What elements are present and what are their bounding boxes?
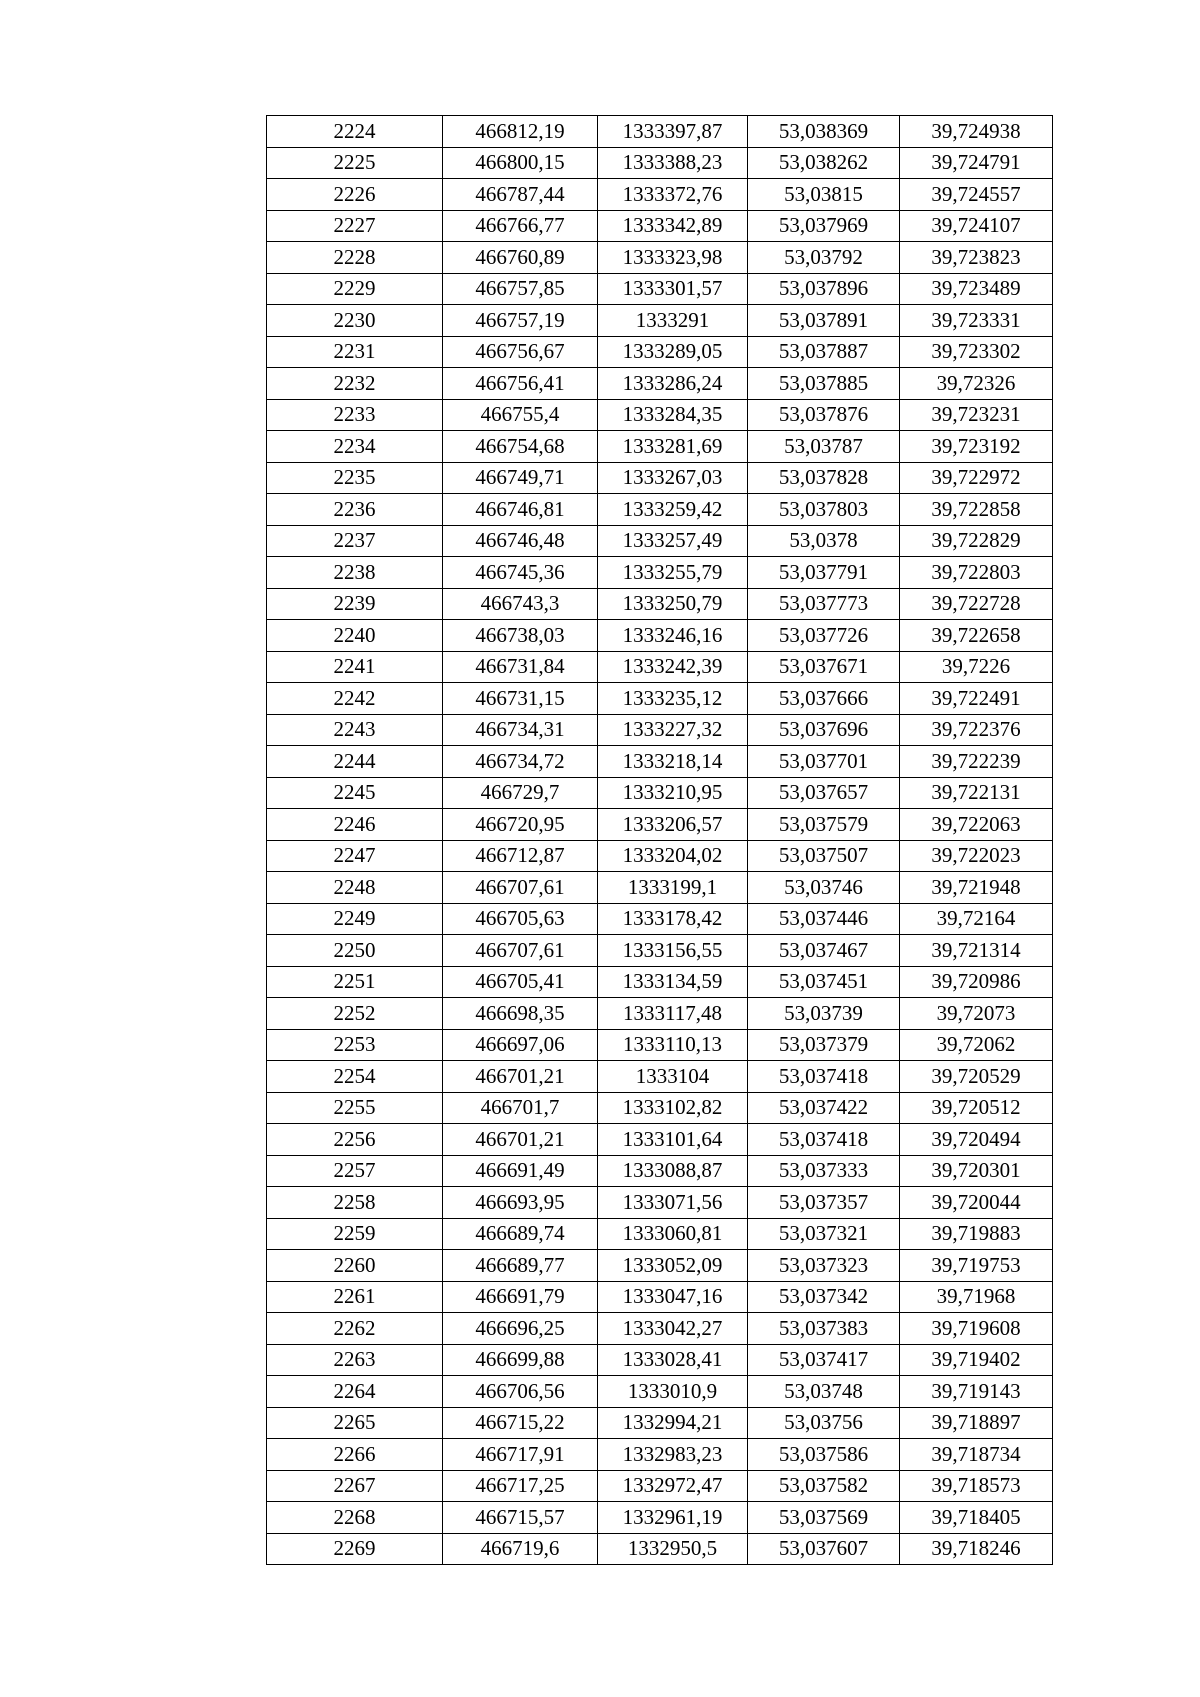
point-number-cell: 2234 [267,431,443,463]
point-number-cell: 2243 [267,714,443,746]
point-number-cell: 2237 [267,525,443,557]
latitude-cell: 53,037323 [748,1250,900,1282]
x-coordinate-cell: 466800,15 [443,147,598,179]
longitude-cell: 39,723302 [900,336,1053,368]
x-coordinate-cell: 466706,56 [443,1376,598,1408]
y-coordinate-cell: 1333259,42 [598,494,748,526]
x-coordinate-cell: 466734,31 [443,714,598,746]
table-row [267,1029,1053,1061]
longitude-cell: 39,72326 [900,368,1053,400]
table-row [267,1407,1053,1439]
point-number-cell: 2252 [267,998,443,1030]
x-coordinate-cell: 466757,19 [443,305,598,337]
table-row [267,1155,1053,1187]
latitude-cell: 53,037467 [748,935,900,967]
y-coordinate-cell: 1332994,21 [598,1407,748,1439]
longitude-cell: 39,718405 [900,1502,1053,1534]
latitude-cell: 53,037828 [748,462,900,494]
point-number-cell: 2240 [267,620,443,652]
x-coordinate-cell: 466701,7 [443,1092,598,1124]
longitude-cell: 39,72164 [900,903,1053,935]
table-row [267,1124,1053,1156]
point-number-cell: 2254 [267,1061,443,1093]
latitude-cell: 53,037422 [748,1092,900,1124]
longitude-cell: 39,719608 [900,1313,1053,1345]
longitude-cell: 39,724938 [900,116,1053,148]
latitude-cell: 53,037803 [748,494,900,526]
y-coordinate-cell: 1333235,12 [598,683,748,715]
y-coordinate-cell: 1333117,48 [598,998,748,1030]
y-coordinate-cell: 1333218,14 [598,746,748,778]
table-row [267,147,1053,179]
table-row [267,588,1053,620]
x-coordinate-cell: 466691,49 [443,1155,598,1187]
y-coordinate-cell: 1333250,79 [598,588,748,620]
longitude-cell: 39,722063 [900,809,1053,841]
latitude-cell: 53,037969 [748,210,900,242]
x-coordinate-cell: 466729,7 [443,777,598,809]
point-number-cell: 2257 [267,1155,443,1187]
point-number-cell: 2267 [267,1470,443,1502]
table-row [267,242,1053,274]
latitude-cell: 53,038262 [748,147,900,179]
point-number-cell: 2260 [267,1250,443,1282]
longitude-cell: 39,718897 [900,1407,1053,1439]
longitude-cell: 39,722728 [900,588,1053,620]
y-coordinate-cell: 1333246,16 [598,620,748,652]
latitude-cell: 53,03787 [748,431,900,463]
latitude-cell: 53,03748 [748,1376,900,1408]
y-coordinate-cell: 1333267,03 [598,462,748,494]
table-row [267,746,1053,778]
x-coordinate-cell: 466720,95 [443,809,598,841]
table-row [267,1533,1053,1565]
longitude-cell: 39,720044 [900,1187,1053,1219]
table-row [267,872,1053,904]
point-number-cell: 2255 [267,1092,443,1124]
latitude-cell: 53,03792 [748,242,900,274]
y-coordinate-cell: 1333047,16 [598,1281,748,1313]
x-coordinate-cell: 466756,41 [443,368,598,400]
table-row [267,273,1053,305]
point-number-cell: 2259 [267,1218,443,1250]
point-number-cell: 2251 [267,966,443,998]
longitude-cell: 39,722239 [900,746,1053,778]
point-number-cell: 2230 [267,305,443,337]
longitude-cell: 39,718246 [900,1533,1053,1565]
point-number-cell: 2235 [267,462,443,494]
latitude-cell: 53,037791 [748,557,900,589]
table-row [267,683,1053,715]
latitude-cell: 53,03746 [748,872,900,904]
x-coordinate-cell: 466756,67 [443,336,598,368]
latitude-cell: 53,037383 [748,1313,900,1345]
table-row [267,494,1053,526]
y-coordinate-cell: 1332983,23 [598,1439,748,1471]
x-coordinate-cell: 466760,89 [443,242,598,274]
x-coordinate-cell: 466715,22 [443,1407,598,1439]
coordinate-table-body [267,116,1053,1565]
point-number-cell: 2263 [267,1344,443,1376]
longitude-cell: 39,718573 [900,1470,1053,1502]
point-number-cell: 2269 [267,1533,443,1565]
longitude-cell: 39,724791 [900,147,1053,179]
y-coordinate-cell: 1333110,13 [598,1029,748,1061]
latitude-cell: 53,037657 [748,777,900,809]
x-coordinate-cell: 466705,63 [443,903,598,935]
point-number-cell: 2258 [267,1187,443,1219]
y-coordinate-cell: 1333257,49 [598,525,748,557]
y-coordinate-cell: 1333286,24 [598,368,748,400]
latitude-cell: 53,037507 [748,840,900,872]
x-coordinate-cell: 466689,77 [443,1250,598,1282]
x-coordinate-cell: 466766,77 [443,210,598,242]
x-coordinate-cell: 466746,48 [443,525,598,557]
latitude-cell: 53,037446 [748,903,900,935]
point-number-cell: 2264 [267,1376,443,1408]
latitude-cell: 53,037579 [748,809,900,841]
y-coordinate-cell: 1333052,09 [598,1250,748,1282]
x-coordinate-cell: 466698,35 [443,998,598,1030]
table-row [267,1344,1053,1376]
x-coordinate-cell: 466696,25 [443,1313,598,1345]
latitude-cell: 53,037418 [748,1061,900,1093]
longitude-cell: 39,722972 [900,462,1053,494]
longitude-cell: 39,722803 [900,557,1053,589]
longitude-cell: 39,720494 [900,1124,1053,1156]
longitude-cell: 39,721948 [900,872,1053,904]
latitude-cell: 53,03815 [748,179,900,211]
longitude-cell: 39,722376 [900,714,1053,746]
latitude-cell: 53,037891 [748,305,900,337]
longitude-cell: 39,72073 [900,998,1053,1030]
latitude-cell: 53,038369 [748,116,900,148]
y-coordinate-cell: 1333255,79 [598,557,748,589]
latitude-cell: 53,037417 [748,1344,900,1376]
longitude-cell: 39,720986 [900,966,1053,998]
y-coordinate-cell: 1333291 [598,305,748,337]
latitude-cell: 53,0378 [748,525,900,557]
longitude-cell: 39,722829 [900,525,1053,557]
longitude-cell: 39,723489 [900,273,1053,305]
table-row [267,1250,1053,1282]
point-number-cell: 2253 [267,1029,443,1061]
x-coordinate-cell: 466734,72 [443,746,598,778]
x-coordinate-cell: 466699,88 [443,1344,598,1376]
longitude-cell: 39,723331 [900,305,1053,337]
point-number-cell: 2233 [267,399,443,431]
latitude-cell: 53,037607 [748,1533,900,1565]
table-row [267,557,1053,589]
y-coordinate-cell: 1333388,23 [598,147,748,179]
table-row [267,1439,1053,1471]
longitude-cell: 39,723823 [900,242,1053,274]
table-row [267,525,1053,557]
latitude-cell: 53,037696 [748,714,900,746]
longitude-cell: 39,723231 [900,399,1053,431]
point-number-cell: 2265 [267,1407,443,1439]
latitude-cell: 53,037671 [748,651,900,683]
point-number-cell: 2239 [267,588,443,620]
y-coordinate-cell: 1333101,64 [598,1124,748,1156]
latitude-cell: 53,03739 [748,998,900,1030]
y-coordinate-cell: 1333342,89 [598,210,748,242]
latitude-cell: 53,037887 [748,336,900,368]
point-number-cell: 2226 [267,179,443,211]
latitude-cell: 53,037321 [748,1218,900,1250]
longitude-cell: 39,720529 [900,1061,1053,1093]
latitude-cell: 53,037701 [748,746,900,778]
point-number-cell: 2242 [267,683,443,715]
table-row [267,116,1053,148]
latitude-cell: 53,037586 [748,1439,900,1471]
y-coordinate-cell: 1333289,05 [598,336,748,368]
longitude-cell: 39,718734 [900,1439,1053,1471]
longitude-cell: 39,720301 [900,1155,1053,1187]
longitude-cell: 39,71968 [900,1281,1053,1313]
x-coordinate-cell: 466749,71 [443,462,598,494]
table-row [267,998,1053,1030]
x-coordinate-cell: 466787,44 [443,179,598,211]
point-number-cell: 2232 [267,368,443,400]
y-coordinate-cell: 1333104 [598,1061,748,1093]
longitude-cell: 39,72062 [900,1029,1053,1061]
y-coordinate-cell: 1333156,55 [598,935,748,967]
x-coordinate-cell: 466731,84 [443,651,598,683]
latitude-cell: 53,037582 [748,1470,900,1502]
y-coordinate-cell: 1333284,35 [598,399,748,431]
y-coordinate-cell: 1333242,39 [598,651,748,683]
point-number-cell: 2266 [267,1439,443,1471]
y-coordinate-cell: 1333042,27 [598,1313,748,1345]
y-coordinate-cell: 1333210,95 [598,777,748,809]
x-coordinate-cell: 466757,85 [443,273,598,305]
latitude-cell: 53,037333 [748,1155,900,1187]
latitude-cell: 53,03756 [748,1407,900,1439]
table-row [267,620,1053,652]
point-number-cell: 2256 [267,1124,443,1156]
point-number-cell: 2231 [267,336,443,368]
table-row [267,840,1053,872]
latitude-cell: 53,037569 [748,1502,900,1534]
x-coordinate-cell: 466697,06 [443,1029,598,1061]
x-coordinate-cell: 466705,41 [443,966,598,998]
x-coordinate-cell: 466707,61 [443,935,598,967]
table-row [267,305,1053,337]
y-coordinate-cell: 1333204,02 [598,840,748,872]
latitude-cell: 53,037342 [748,1281,900,1313]
point-number-cell: 2268 [267,1502,443,1534]
table-row [267,651,1053,683]
y-coordinate-cell: 1332950,5 [598,1533,748,1565]
y-coordinate-cell: 1333088,87 [598,1155,748,1187]
x-coordinate-cell: 466712,87 [443,840,598,872]
y-coordinate-cell: 1333071,56 [598,1187,748,1219]
longitude-cell: 39,722858 [900,494,1053,526]
y-coordinate-cell: 1333301,57 [598,273,748,305]
x-coordinate-cell: 466701,21 [443,1061,598,1093]
latitude-cell: 53,037451 [748,966,900,998]
latitude-cell: 53,037885 [748,368,900,400]
longitude-cell: 39,719753 [900,1250,1053,1282]
point-number-cell: 2248 [267,872,443,904]
y-coordinate-cell: 1333199,1 [598,872,748,904]
x-coordinate-cell: 466738,03 [443,620,598,652]
point-number-cell: 2241 [267,651,443,683]
x-coordinate-cell: 466754,68 [443,431,598,463]
point-number-cell: 2224 [267,116,443,148]
latitude-cell: 53,037357 [748,1187,900,1219]
y-coordinate-cell: 1333178,42 [598,903,748,935]
point-number-cell: 2262 [267,1313,443,1345]
y-coordinate-cell: 1333102,82 [598,1092,748,1124]
longitude-cell: 39,721314 [900,935,1053,967]
latitude-cell: 53,037666 [748,683,900,715]
x-coordinate-cell: 466689,74 [443,1218,598,1250]
coordinate-table [266,115,1053,1565]
y-coordinate-cell: 1333281,69 [598,431,748,463]
table-row [267,368,1053,400]
table-row [267,903,1053,935]
y-coordinate-cell: 1333372,76 [598,179,748,211]
y-coordinate-cell: 1333227,32 [598,714,748,746]
latitude-cell: 53,037876 [748,399,900,431]
point-number-cell: 2236 [267,494,443,526]
table-row [267,1218,1053,1250]
y-coordinate-cell: 1333397,87 [598,116,748,148]
latitude-cell: 53,037773 [748,588,900,620]
y-coordinate-cell: 1332972,47 [598,1470,748,1502]
longitude-cell: 39,719143 [900,1376,1053,1408]
longitude-cell: 39,720512 [900,1092,1053,1124]
y-coordinate-cell: 1333206,57 [598,809,748,841]
point-number-cell: 2250 [267,935,443,967]
longitude-cell: 39,722658 [900,620,1053,652]
x-coordinate-cell: 466707,61 [443,872,598,904]
point-number-cell: 2249 [267,903,443,935]
y-coordinate-cell: 1333323,98 [598,242,748,274]
table-row [267,809,1053,841]
x-coordinate-cell: 466746,81 [443,494,598,526]
x-coordinate-cell: 466691,79 [443,1281,598,1313]
table-row [267,966,1053,998]
longitude-cell: 39,724107 [900,210,1053,242]
longitude-cell: 39,724557 [900,179,1053,211]
table-row [267,714,1053,746]
x-coordinate-cell: 466731,15 [443,683,598,715]
latitude-cell: 53,037418 [748,1124,900,1156]
table-row [267,431,1053,463]
table-row [267,210,1053,242]
y-coordinate-cell: 1333028,41 [598,1344,748,1376]
longitude-cell: 39,722023 [900,840,1053,872]
y-coordinate-cell: 1333134,59 [598,966,748,998]
table-row [267,1502,1053,1534]
x-coordinate-cell: 466745,36 [443,557,598,589]
x-coordinate-cell: 466719,6 [443,1533,598,1565]
point-number-cell: 2228 [267,242,443,274]
point-number-cell: 2245 [267,777,443,809]
table-row [267,399,1053,431]
point-number-cell: 2261 [267,1281,443,1313]
table-row [267,1313,1053,1345]
x-coordinate-cell: 466717,91 [443,1439,598,1471]
table-row [267,179,1053,211]
point-number-cell: 2246 [267,809,443,841]
x-coordinate-cell: 466755,4 [443,399,598,431]
table-row [267,1092,1053,1124]
table-row [267,1281,1053,1313]
table-row [267,1470,1053,1502]
table-row [267,1187,1053,1219]
y-coordinate-cell: 1333060,81 [598,1218,748,1250]
y-coordinate-cell: 1333010,9 [598,1376,748,1408]
point-number-cell: 2227 [267,210,443,242]
latitude-cell: 53,037726 [748,620,900,652]
point-number-cell: 2247 [267,840,443,872]
longitude-cell: 39,722491 [900,683,1053,715]
longitude-cell: 39,719402 [900,1344,1053,1376]
table-row [267,935,1053,967]
point-number-cell: 2225 [267,147,443,179]
point-number-cell: 2238 [267,557,443,589]
table-row [267,1061,1053,1093]
x-coordinate-cell: 466717,25 [443,1470,598,1502]
latitude-cell: 53,037379 [748,1029,900,1061]
longitude-cell: 39,722131 [900,777,1053,809]
table-row [267,1376,1053,1408]
x-coordinate-cell: 466812,19 [443,116,598,148]
table-row [267,336,1053,368]
x-coordinate-cell: 466715,57 [443,1502,598,1534]
latitude-cell: 53,037896 [748,273,900,305]
x-coordinate-cell: 466743,3 [443,588,598,620]
point-number-cell: 2244 [267,746,443,778]
longitude-cell: 39,7226 [900,651,1053,683]
x-coordinate-cell: 466701,21 [443,1124,598,1156]
table-row [267,462,1053,494]
y-coordinate-cell: 1332961,19 [598,1502,748,1534]
x-coordinate-cell: 466693,95 [443,1187,598,1219]
point-number-cell: 2229 [267,273,443,305]
longitude-cell: 39,723192 [900,431,1053,463]
longitude-cell: 39,719883 [900,1218,1053,1250]
table-row [267,777,1053,809]
